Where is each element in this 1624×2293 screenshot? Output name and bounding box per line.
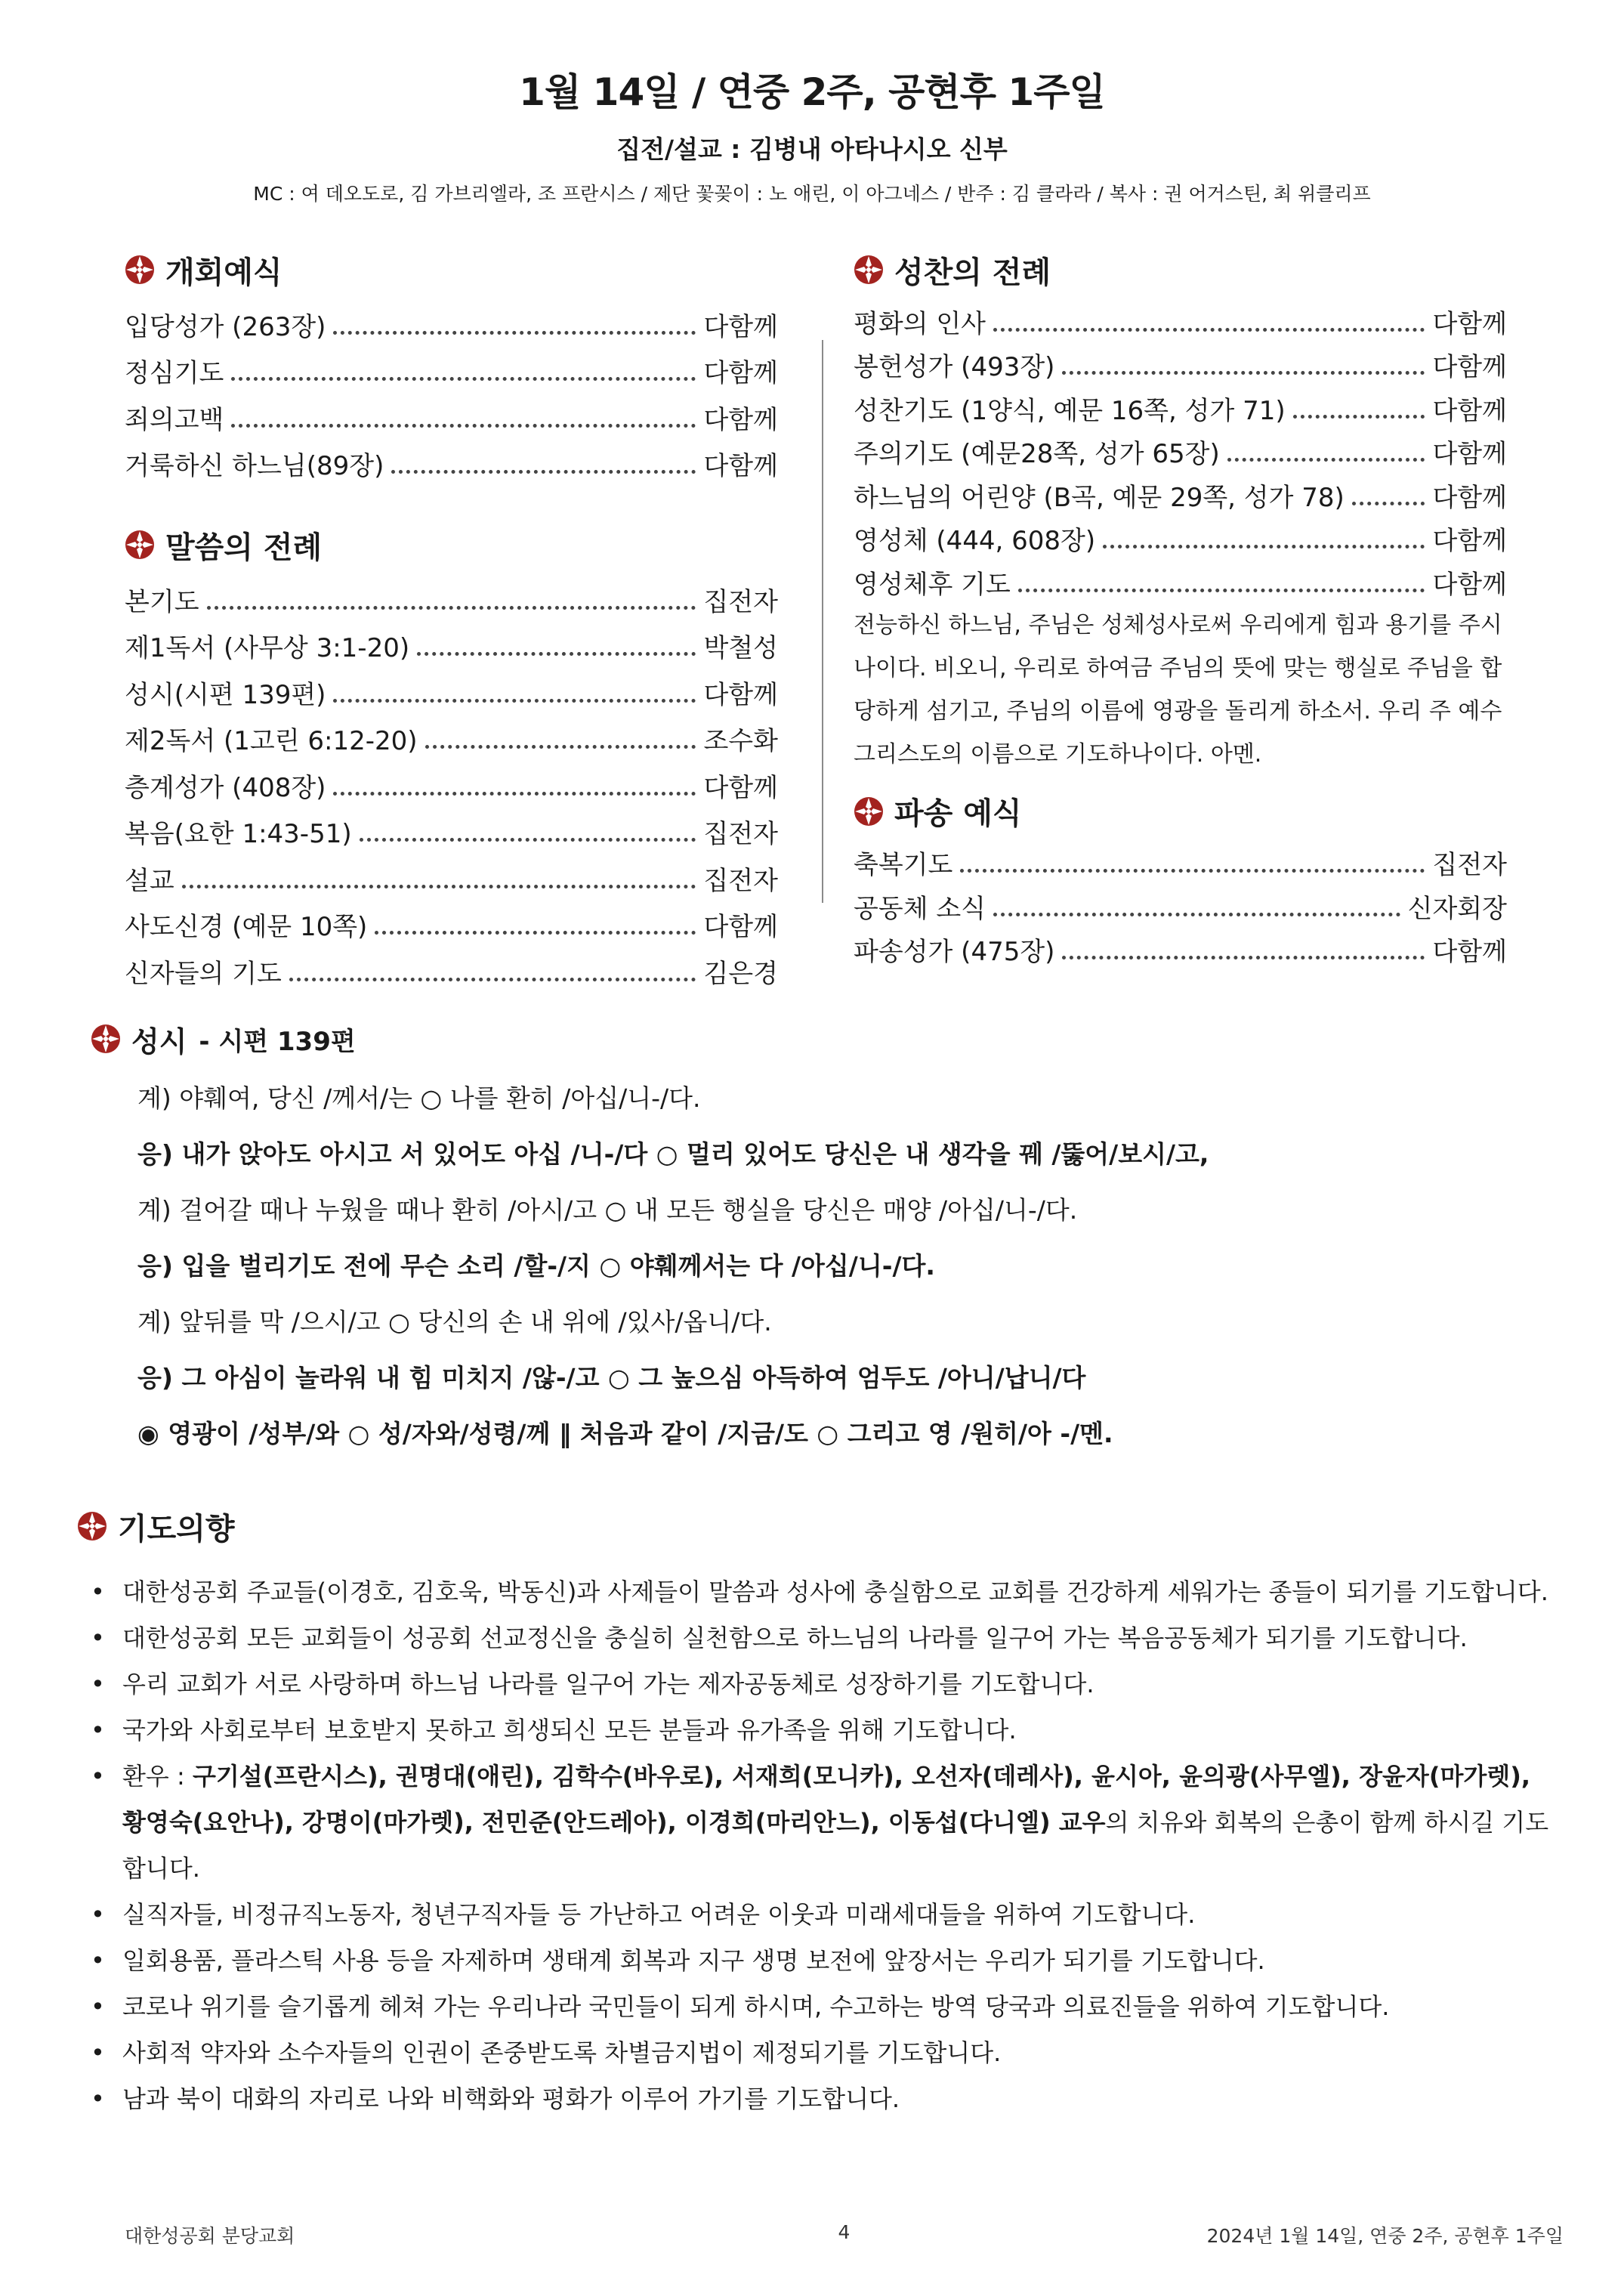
psalm-response-line: 응) 내가 앉아도 아시고 서 있어도 아십 /니-/다 ○ 멀리 있어도 당신은 내 생각을 꿰 /뚫어/보시/고, (137, 1139, 1209, 1169)
intention-text: 대한성공회 주교들(이경호, 김호욱, 박동신)과 사제들이 말씀과 성사에 충실함으로 교회를 건강하게 세워가는 종들이 되기를 기도합니다. (122, 1578, 1548, 1606)
service-item-leader: 집전자 (703, 586, 778, 617)
dot-leader (289, 978, 696, 981)
right-column (854, 243, 1507, 968)
eucharist-list (854, 296, 1507, 601)
dot-leader (182, 885, 696, 888)
service-item-label: 제2독서 (1고린 6:12-20) (125, 726, 418, 756)
celebrant-line: 집전/설교 : 김병내 아타나시오 신부 (616, 134, 1008, 164)
service-item-leader: 다함께 (703, 679, 778, 710)
service-item-label: 봉헌성가 (493장) (854, 352, 1055, 382)
post-communion-prayer: 전능하신 하느님, 주님은 성체성사로써 우리에게 힘과 용기를 주시나이다. 비오니, 우리로 하여금 주님의 뜻에 맞는 행실로 주님을 합당하게 섬기고, 주님의 이름에 영광을 돌리게 하소서. 우리 주 예수 그리스도의 이름으로 기도하나이다. 아멘. (854, 611, 1502, 768)
service-item (125, 436, 778, 483)
intention-text: 코로나 위기를 슬기롭게 헤쳐 가는 우리나라 국민들이 되게 하시며, 수고하는 방역 당국과 의료진들을 위하여 기도합니다. (122, 1992, 1390, 2021)
anglican-cross-icon (91, 1024, 121, 1054)
service-item-leader: 다함께 (1432, 352, 1507, 382)
service-item-leader: 다함께 (703, 451, 778, 481)
service-item (125, 296, 778, 343)
dismissal-list (854, 838, 1507, 969)
service-item-label: 주의기도 (예문28쪽, 성가 65장) (854, 439, 1220, 469)
intention-text: 우리 교회가 서로 사랑하며 하느님 나라를 일구어 가는 제자공동체로 성장하기를 기도합니다. (122, 1670, 1095, 1698)
dot-leader (360, 838, 696, 842)
service-item (125, 943, 778, 990)
intention-text: 국가와 사회로부터 보호받지 못하고 희생되신 모든 분들과 유가족을 위해 기도합니다. (122, 1716, 1017, 1744)
service-item-label: 성시(시편 139편) (125, 679, 326, 710)
service-item (854, 881, 1507, 925)
service-item (125, 618, 778, 665)
dot-leader (333, 699, 696, 703)
prayer-intention (77, 2076, 1550, 2122)
service-item-label: 신자들의 기도 (125, 958, 282, 989)
dot-leader (960, 869, 1425, 873)
service-item-label: 입당성가 (263장) (125, 311, 326, 342)
service-item-leader: 다함께 (1432, 937, 1507, 967)
dot-leader (231, 424, 696, 428)
service-item-leader: 다함께 (1432, 569, 1507, 600)
anglican-cross-icon (854, 255, 884, 285)
prayer-intention (77, 1615, 1550, 1661)
service-item-label: 공동체 소식 (854, 893, 986, 924)
service-item (854, 838, 1507, 882)
section-title: 파송 예식 (894, 796, 1022, 831)
service-item-leader: 다함께 (703, 772, 778, 803)
prayer-intention (77, 1892, 1550, 1938)
dot-leader (1293, 415, 1425, 419)
prayer-intention (77, 1569, 1550, 1615)
psalm-response-line: ◉ 영광이 /성부/와 ○ 성/자와/성령/께 ‖ 처음과 같이 /지금/도 ○ 그리고 영 /원히/아 -/멘. (137, 1418, 1113, 1448)
service-item-label: 설교 (125, 865, 174, 896)
dot-leader (425, 745, 696, 749)
section-title: 성시 (131, 1024, 187, 1058)
dot-leader (1227, 458, 1425, 462)
dot-leader (1062, 371, 1425, 375)
prayer-intentions-section (77, 1500, 1550, 2122)
service-item (125, 711, 778, 758)
service-item (854, 383, 1507, 427)
dot-leader (333, 792, 696, 796)
service-item (854, 296, 1507, 340)
intention-text: 실직자들, 비정규직노동자, 청년구직자들 등 가난하고 어려운 이웃과 미래세대들을 위하여 기도합니다. (122, 1900, 1196, 1929)
anglican-cross-icon (125, 530, 155, 560)
service-item-label: 하느님의 어린양 (B곡, 예문 29쪽, 성가 78) (854, 482, 1345, 513)
service-item-leader: 다함께 (1432, 395, 1507, 426)
ministers-line: MC : 여 데오도로, 김 가브리엘라, 조 프란시스 / 제단 꽃꽂이 : 노 애린, 이 아그네스 / 반주 : 김 클라라 / 복사 : 권 어거스틴, 최 위클리프 (253, 183, 1371, 205)
service-item-label: 축복기도 (854, 850, 953, 880)
psalm-response-line: 응) 그 아심이 놀라워 내 힘 미치지 /않-/고 ○ 그 높으심 아득하여 엄두도 /아니/납니/다 (137, 1362, 1086, 1392)
service-item-leader: 집전자 (703, 819, 778, 849)
prayer-intention (77, 1661, 1550, 1707)
prayer-intention (77, 1984, 1550, 2030)
service-item (854, 557, 1507, 601)
service-item-leader: 다함께 (1432, 526, 1507, 556)
intention-text: 의 치유와 회복의 은총이 함께 하시길 기도합니다. (122, 1808, 1549, 1883)
dot-leader (333, 331, 696, 335)
psalm-reference: - 시편 139편 (199, 1026, 356, 1057)
psalm-response-line: 응) 입을 벌리기도 전에 무슨 소리 /할-/지 ○ 야훼께서는 다 /아십/니-/다. (137, 1250, 935, 1281)
page-header (0, 62, 1624, 206)
service-item (854, 340, 1507, 384)
eucharist-heading (854, 243, 1507, 296)
dot-leader (417, 652, 696, 656)
dot-leader (1062, 956, 1425, 960)
service-item (125, 804, 778, 851)
service-item-label: 성찬기도 (1양식, 예문 16쪽, 성가 71) (854, 395, 1286, 426)
psalm-heading (91, 1012, 1526, 1065)
service-item-leader: 다함께 (1432, 482, 1507, 513)
service-item-label: 층계성가 (408장) (125, 772, 326, 803)
dismissal-heading (854, 785, 1507, 838)
intention-text: 환우 : (122, 1762, 193, 1791)
service-item-leader: 다함께 (703, 912, 778, 942)
dot-leader (993, 913, 1400, 916)
footer-date: 2024년 1월 14일, 연중 2주, 공현후 1주일 (1206, 2225, 1564, 2247)
anglican-cross-icon (77, 1511, 107, 1541)
section-title: 말씀의 전례 (165, 530, 323, 565)
anglican-cross-icon (854, 796, 884, 827)
dot-leader (1352, 502, 1425, 505)
service-item-leader: 김은경 (703, 958, 778, 989)
dot-leader (231, 377, 696, 381)
service-item-leader: 다함께 (1432, 439, 1507, 469)
service-item (854, 514, 1507, 558)
prayer-intention (77, 1707, 1550, 1754)
dot-leader (1103, 545, 1425, 549)
dot-leader (993, 328, 1425, 332)
dot-leader (375, 931, 696, 935)
page-footer (125, 2221, 1564, 2248)
service-item-leader: 집전자 (703, 865, 778, 896)
service-item-label: 복음(요한 1:43-51) (125, 819, 352, 849)
service-item-leader: 신자회장 (1407, 893, 1507, 924)
service-item-label: 영성체후 기도 (854, 569, 1011, 600)
church-name: 대한성공회 분당교회 (125, 2225, 295, 2247)
psalm-versicle-line: 계) 걸어갈 때나 누웠을 때나 환히 /아시/고 ○ 내 모든 행실을 당신은 매양 /아십/니-/다. (137, 1194, 1078, 1225)
anglican-cross-icon (125, 255, 155, 285)
service-item (125, 850, 778, 897)
psalm-versicle-line: 계) 앞뒤를 막 /으시/고 ○ 당신의 손 내 위에 /있사/옵니/다. (137, 1306, 772, 1337)
service-item-leader: 집전자 (1432, 850, 1507, 880)
service-item-label: 죄의고백 (125, 404, 224, 435)
service-item (125, 389, 778, 436)
dot-leader (391, 470, 696, 474)
service-item-label: 제1독서 (사무상 3:1-20) (125, 633, 410, 663)
service-item (125, 343, 778, 390)
service-item (125, 897, 778, 944)
service-item-label: 파송성가 (475장) (854, 937, 1055, 967)
service-item-label: 영성체 (444, 608장) (854, 526, 1096, 556)
psalm-lines (137, 1068, 1526, 1460)
opening-rites-heading (125, 243, 778, 296)
intention-text: 남과 북이 대화의 자리로 나와 비핵화와 평화가 이루어 가기를 기도합니다. (122, 2084, 900, 2113)
opening-rites-list (125, 296, 778, 482)
dot-leader (1018, 589, 1425, 592)
service-item-label: 정심기도 (125, 358, 224, 388)
service-item (854, 925, 1507, 969)
prayer-intention (77, 2030, 1550, 2076)
service-item-leader: 다함께 (1432, 308, 1507, 339)
service-item (125, 664, 778, 711)
service-item-leader: 박철성 (703, 633, 778, 663)
service-item-leader: 다함께 (703, 358, 778, 388)
dot-leader (207, 606, 696, 610)
prayer-intentions-list (77, 1569, 1550, 2122)
section-title: 성찬의 전례 (894, 255, 1051, 290)
service-item-label: 본기도 (125, 586, 199, 617)
section-title: 개회예식 (165, 255, 283, 290)
service-item-label: 거룩하신 하느님(89장) (125, 451, 384, 481)
psalm-section (91, 1012, 1526, 1460)
patient-names: 구기설(프란시스), 권명대(애린), 김학수(바우로), 서재희(모니카), 오선자(데레사), 윤시아, 윤의광(사무엘), 장윤자(마가렛), 황영숙(요안나), 강명이(마가렛), 전민준(안드레아), 이경희(마리안느), 이동섭(다니엘) 교우 (122, 1762, 1530, 1837)
left-column (125, 243, 778, 990)
prayer-intention (77, 1938, 1550, 1984)
psalm-versicle-line: 계) 야훼여, 당신 /께서/는 ○ 나를 환히 /아십/니-/다. (137, 1083, 701, 1113)
intention-text: 대한성공회 모든 교회들이 성공회 선교정신을 충실히 실천함으로 하느님의 나라를 일구어 가는 복음공동체가 되기를 기도합니다. (122, 1624, 1468, 1652)
service-item-leader: 조수화 (703, 726, 778, 756)
prayer-intentions-heading (77, 1500, 1550, 1553)
liturgy-of-word-heading (125, 518, 778, 571)
intention-text: 사회적 약자와 소수자들의 인권이 존중받도록 차별금지법이 제정되기를 기도합니다. (122, 2038, 1002, 2067)
service-item-leader: 다함께 (703, 404, 778, 435)
service-item (854, 427, 1507, 471)
column-divider (822, 340, 823, 903)
intention-text: 일회용품, 플라스틱 사용 등을 자제하며 생태계 회복과 지구 생명 보전에 앞장서는 우리가 되기를 기도합니다. (122, 1946, 1265, 1975)
service-item-label: 평화의 인사 (854, 308, 986, 339)
section-title: 기도의향 (118, 1511, 235, 1547)
service-item-label: 사도신경 (예문 10쪽) (125, 912, 368, 942)
page-title: 1월 14일 / 연중 2주, 공현후 1주일 (519, 70, 1105, 114)
service-item (854, 470, 1507, 514)
service-item-leader: 다함께 (703, 311, 778, 342)
liturgy-of-word-list (125, 571, 778, 990)
service-item (125, 757, 778, 804)
prayer-intention (77, 1754, 1550, 1892)
service-item (125, 571, 778, 618)
page-number: 4 (838, 2221, 851, 2243)
